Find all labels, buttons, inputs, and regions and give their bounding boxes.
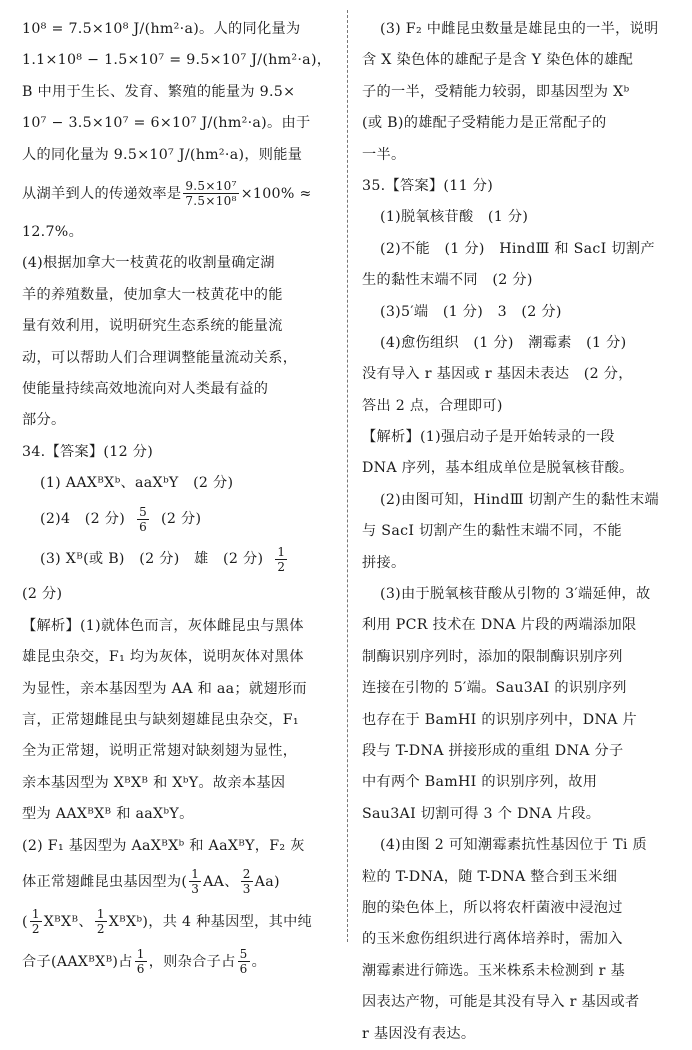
fraction xyxy=(30,907,42,936)
efficiency-formula-line xyxy=(22,171,334,217)
fraction-numerator: 1 xyxy=(96,907,105,922)
answer-34-header: 34.【答案】(12 分) xyxy=(22,443,154,460)
fraction-denominator: 3 xyxy=(191,882,200,897)
fraction-numerator: 2 xyxy=(242,867,251,882)
text-line: 一半。 xyxy=(362,146,406,163)
text-line: 动，可以帮助人们合理调整能量流动关系， xyxy=(22,349,298,366)
analysis-line: 中有两个 BamHⅠ 的识别序列，故用 xyxy=(362,774,598,791)
part2-suffix: (2 分) xyxy=(161,511,202,528)
text-segment: AA、 xyxy=(203,873,239,890)
fraction-numerator: 9.5×10⁷ xyxy=(185,179,237,194)
text-line: (或 B)的雄配子受精能力是正常配子的 xyxy=(362,115,607,132)
part2-prefix: (2)4 (2 分) xyxy=(40,511,126,528)
fraction xyxy=(275,545,287,574)
text-segment: 体正常翅雌昆虫基因型为( xyxy=(22,873,188,890)
answer-34-part3 xyxy=(22,539,334,579)
analysis-line: 的玉米愈伤组织进行离体培养时，需加入 xyxy=(362,931,623,948)
analysis-line: 连接在引物的 5′端。Sau3AⅠ 的识别序列 xyxy=(362,680,627,697)
fraction xyxy=(95,907,107,936)
analysis-line: 为显性，亲本基因型为 AA 和 aa；就翅形而 xyxy=(22,680,307,697)
fraction-numerator: 1 xyxy=(191,867,200,882)
text-line: 使能量持续高效地流向对人类最有益的 xyxy=(22,380,269,397)
analysis-line: DNA 序列，基本组成单位是脱氧核苷酸。 xyxy=(362,460,634,477)
analysis-fraction-line xyxy=(22,902,334,942)
text-line: 子的一半，受精能力较弱，即基因型为 Xᵇ xyxy=(362,83,630,100)
text-segment: Aa) xyxy=(254,873,280,890)
text-segment: ，则杂合子占 xyxy=(148,953,236,970)
text-line: (2)不能 (1 分) HindⅢ 和 SacⅠ 切割产 xyxy=(380,240,655,257)
text-line: 量有效利用，说明研究生态系统的能量流 xyxy=(22,318,283,335)
fraction-numerator: 1 xyxy=(277,544,286,559)
fraction xyxy=(137,505,149,534)
analysis-line: (2)由图可知，HindⅢ 切割产生的黏性末端 xyxy=(380,491,659,508)
fraction-numerator: 1 xyxy=(31,907,40,922)
analysis-line: 拼接。 xyxy=(362,554,406,571)
text-line: 10⁸ = 7.5×10⁸ J/(hm²·a)。人的同化量为 xyxy=(22,21,301,37)
text-line: (1)脱氧核苷酸 (1 分) xyxy=(380,209,529,226)
fraction-denominator: 2 xyxy=(277,559,286,574)
analysis-line: 段与 T-DNA 拼接形成的重组 DNA 分子 xyxy=(362,742,624,759)
analysis-line: 胞的染色体上，所以将农杆菌液中浸泡过 xyxy=(362,899,623,916)
fraction-numerator: 5 xyxy=(239,947,248,962)
text-line: 羊的养殖数量，使加拿大一枝黄花中的能 xyxy=(22,286,283,303)
fraction-denominator: 6 xyxy=(136,962,145,977)
analysis-line: (3)由于脱氧核苷酸从引物的 3′端延伸，故 xyxy=(380,586,651,603)
analysis-line: 全为正常翅，说明正常翅对缺刻翅为显性， xyxy=(22,743,298,760)
text-line: 1.1×10⁸ − 1.5×10⁷ = 9.5×10⁷ J/(hm²·a)， xyxy=(22,52,332,69)
fraction-denominator: 2 xyxy=(96,922,105,937)
fraction-numerator: 1 xyxy=(136,947,145,962)
text-line: (3)5′端 (1 分) 3 (2 分) xyxy=(380,303,562,320)
text-segment: 。 xyxy=(251,953,267,970)
analysis-line: 利用 PCR 技术在 DNA 片段的两端添加限 xyxy=(362,617,637,634)
text-line: 含 X 染色体的雄配子是含 Y 染色体的雄配 xyxy=(362,52,634,69)
analysis-line: 雄昆虫杂交，F₁ 均为灰体，说明灰体对黑体 xyxy=(22,649,304,666)
fraction xyxy=(241,867,253,896)
text-line: B 中用于生长、发育、繁殖的能量为 9.5× xyxy=(22,83,296,100)
text-line: (4)根据加拿大一枝黄花的收割量确定湖 xyxy=(22,255,275,272)
fraction-numerator: 5 xyxy=(139,504,148,519)
text-line: 没有导入 r 基因或 r 基因未表达 (2 分， xyxy=(362,366,633,383)
text-line: (3) F₂ 中雌昆虫数量是雄昆虫的一半，说明 xyxy=(380,21,659,37)
analysis-line: Sau3AⅠ 切割可得 3 个 DNA 片段。 xyxy=(362,805,601,822)
right-column xyxy=(362,14,674,1050)
analysis-fraction-line xyxy=(22,862,334,902)
text-segment: ( xyxy=(22,913,28,930)
answer-34-part2 xyxy=(22,499,334,539)
fraction xyxy=(189,867,201,896)
text-line: 10⁷ − 3.5×10⁷ = 6×10⁷ J/(hm²·a)。由于 xyxy=(22,115,311,132)
fraction-denominator: 7.5×10⁸ xyxy=(185,194,237,209)
text-line: 人的同化量为 9.5×10⁷ J/(hm²·a)，则能量 xyxy=(22,146,303,163)
analysis-line: 【解析】(1)就体色而言，灰体雌昆虫与黑体 xyxy=(22,617,304,634)
fraction-denominator: 6 xyxy=(239,962,248,977)
analysis-line: 型为 AAXᴮXᴮ 和 aaXᵇY。 xyxy=(22,806,194,823)
analysis-line: 与 SacⅠ 切割产生的黏性末端不同，不能 xyxy=(362,523,622,540)
text-segment: 合子(AAXᴮXᴮ)占 xyxy=(22,953,133,970)
answer-34-part3-score: (2 分) xyxy=(22,586,63,603)
fraction-denominator: 2 xyxy=(31,922,40,937)
fraction-denominator: 6 xyxy=(139,519,148,534)
text-line: 答出 2 点，合理即可) xyxy=(362,397,503,414)
analysis-line: (4)由图 2 可知潮霉素抗性基因位于 Ti 质 xyxy=(380,837,647,854)
analysis-line: 粒的 T-DNA，随 T-DNA 整合到玉米细 xyxy=(362,868,618,885)
analysis-line: (2) F₁ 基因型为 AaXᴮXᵇ 和 AaXᴮY，F₂ 灰 xyxy=(22,837,305,854)
answer-34-part1: (1) AAXᴮXᵇ、aaXᵇY (2 分) xyxy=(40,475,234,492)
analysis-line: 潮霉素进行筛选。玉米株系未检测到 r 基 xyxy=(362,962,625,979)
part3-prefix: (3) Xᴮ(或 B) (2 分) 雄 (2 分) xyxy=(40,551,264,568)
text-line: 生的黏性末端不同 (2 分) xyxy=(362,272,533,289)
text-line: (4)愈伤组织 (1 分) 潮霉素 (1 分) xyxy=(380,334,627,351)
text-line: 12.7%。 xyxy=(22,223,84,240)
analysis-line: 【解析】(1)强启动子是开始转录的一段 xyxy=(362,429,615,446)
formula-suffix: ×100% ≈ xyxy=(240,185,312,202)
text-segment: XᴮXᵇ)，共 4 种基因型，其中纯 xyxy=(108,913,313,930)
fraction-denominator: 3 xyxy=(242,882,251,897)
text-segment: XᴮXᴮ、 xyxy=(43,913,93,930)
analysis-line: 制酶识别序列时，添加的限制酶识别序列 xyxy=(362,648,623,665)
formula-prefix: 从湖羊到人的传递效率是 xyxy=(22,185,182,202)
analysis-line: 也存在于 BamHⅠ 的识别序列中，DNA 片 xyxy=(362,711,638,728)
column-divider xyxy=(347,10,348,942)
analysis-fraction-line xyxy=(22,942,334,982)
analysis-line: 因表达产物，可能是其没有导入 r 基因或者 xyxy=(362,994,640,1011)
left-column xyxy=(22,14,334,982)
text-line: 部分。 xyxy=(22,412,66,429)
answer-35-header: 35.【答案】(11 分) xyxy=(362,177,494,194)
analysis-line: r 基因没有表达。 xyxy=(362,1025,476,1042)
analysis-line: 亲本基因型为 XᴮXᴮ 和 XᵇY。故亲本基因 xyxy=(22,774,286,791)
analysis-line: 言，正常翅雌昆虫与缺刻翅雄昆虫杂交，F₁ xyxy=(22,712,299,729)
fraction xyxy=(183,179,238,208)
